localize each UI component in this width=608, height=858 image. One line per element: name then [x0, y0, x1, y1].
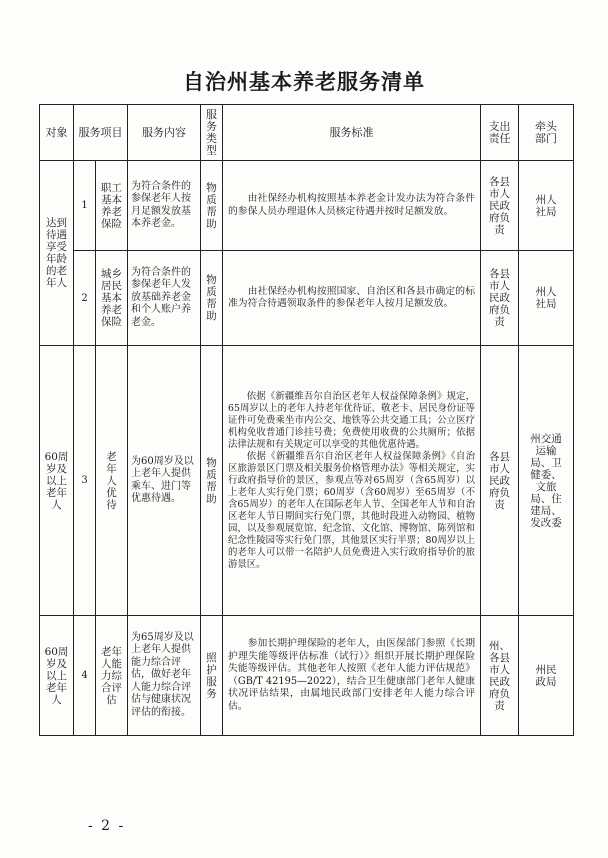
row-content: 为60周岁及以上老年人提供乘车、进门等优惠待遇。 — [128, 346, 201, 616]
row-resp: 各县市人民政府负责 — [489, 450, 510, 511]
row-item: 职工基本养老保险 — [101, 181, 122, 230]
row-type: 照护服务 — [206, 651, 217, 700]
row-standard: 由社保经办机构按照国家、自治区和各县市确定的标准为符合待遇领取条件的参保老年人按月足额发放。 — [223, 251, 481, 346]
table-row — [40, 251, 574, 346]
row-type: 物质帮助 — [206, 274, 217, 322]
header-resp: 支出责任 — [488, 119, 511, 145]
row-lead: 州人社局 — [535, 193, 557, 218]
table-row — [40, 346, 574, 616]
row-type: 物质帮助 — [206, 456, 217, 505]
header-content: 服务内容 — [128, 105, 201, 161]
service-table — [39, 104, 574, 736]
header-target: 对象 — [40, 105, 74, 161]
row-lead: 州民政局 — [535, 663, 557, 688]
page-number: - 2 - — [88, 818, 126, 834]
row-standard: 由社保经办机构按照基本养老金计发办法为符合条件的参保人员办理退休人员核定待遇并按时足额发放。 — [223, 161, 481, 251]
row-content: 为65周岁及以上老年人提供能力综合评估，做好老年人能力综合评估与健康状况评估的衔接。 — [128, 616, 201, 736]
page-title: 自治州基本养老服务清单 — [183, 70, 425, 94]
table-header-row — [40, 105, 574, 161]
row-lead: 州人社局 — [535, 286, 557, 310]
header-item: 服务项目 — [74, 105, 128, 161]
row-item: 老年人能力综合评估 — [101, 645, 122, 706]
row-content: 为符合条件的参保老年人按月足额发放基本养老金。 — [128, 161, 201, 251]
row-resp: 各县市人民政府负责 — [489, 175, 510, 236]
header-standard: 服务标准 — [223, 105, 481, 161]
row-content: 为符合条件的参保老年人发放基础养老金和个人账户养老金。 — [128, 251, 201, 346]
row-item: 老年人优待 — [106, 450, 117, 511]
row-number: 4 — [74, 616, 96, 736]
header-lead: 牵头部门 — [535, 119, 557, 145]
row-number: 2 — [74, 251, 96, 346]
table-row — [40, 616, 574, 736]
row-standard: 参加长期护理保险的老年人，由医保部门参照《长期护理失能等级评估标准（试行）》组织开展长期护理保险失能等级评估。其他老年人按照《老年人能力评估规范》（GB/T 42195—2022），结合卫生健康部门老年人健康状况评估结果，由属地民政部门安排老年人能力综合评估。 — [223, 616, 481, 736]
row-number: 3 — [74, 346, 96, 616]
row-target: 达到待遇享受年龄的老年人 — [46, 217, 67, 289]
row-number: 1 — [74, 161, 96, 251]
header-type: 服务类型 — [206, 107, 217, 157]
row-standard: 依据《新疆维吾尔自治区老年人权益保障条例》规定，65周岁以上的老年人持老年优待证、敬老卡、居民身份证等证件可免费乘坐市内公交、地铁等公共交通工具；公立医疗机构免收普通门诊挂号费；免费使用收费的公共厕所；依据法律法规和有关规定可以享受的其他优惠待遇。 依据《新疆维吾尔自治区老年人权益保障条例》《自治区旅游景区门票及相关服务价格管理办法》等相关规定，实行政府指导价的景区，参观点等对65周岁（含65周岁）以上老年人实行免门票；60周岁（含60周岁）至65周岁（不含65周岁）的老年人在国际老年人节、全国老年人节和自治区老年人节日期间实行免门票，其他时段进入动物园、植物园，以及参观展览馆、纪念馆、文化馆、博物馆、陈列馆和纪念性陵园等实行免门票，其他景区实行半票；80周岁以上的老年人可以带一名陪护人员免费进入实行政府指导价的旅游景区。 — [223, 346, 481, 616]
row-item: 城乡居民基本养老保险 — [101, 268, 122, 328]
row-resp: 各县市人民政府负责 — [489, 268, 510, 328]
row-resp: 州、各县市人民政府负责 — [489, 639, 510, 712]
table-row — [40, 161, 574, 251]
row-target: 60周岁及以上老年人 — [44, 645, 69, 706]
row-type: 物质帮助 — [206, 181, 217, 230]
row-lead: 州交通运输局、卫健委、文旅局、住建局、发改委 — [530, 432, 562, 529]
row-target: 60周岁及以上老年人 — [44, 450, 69, 511]
